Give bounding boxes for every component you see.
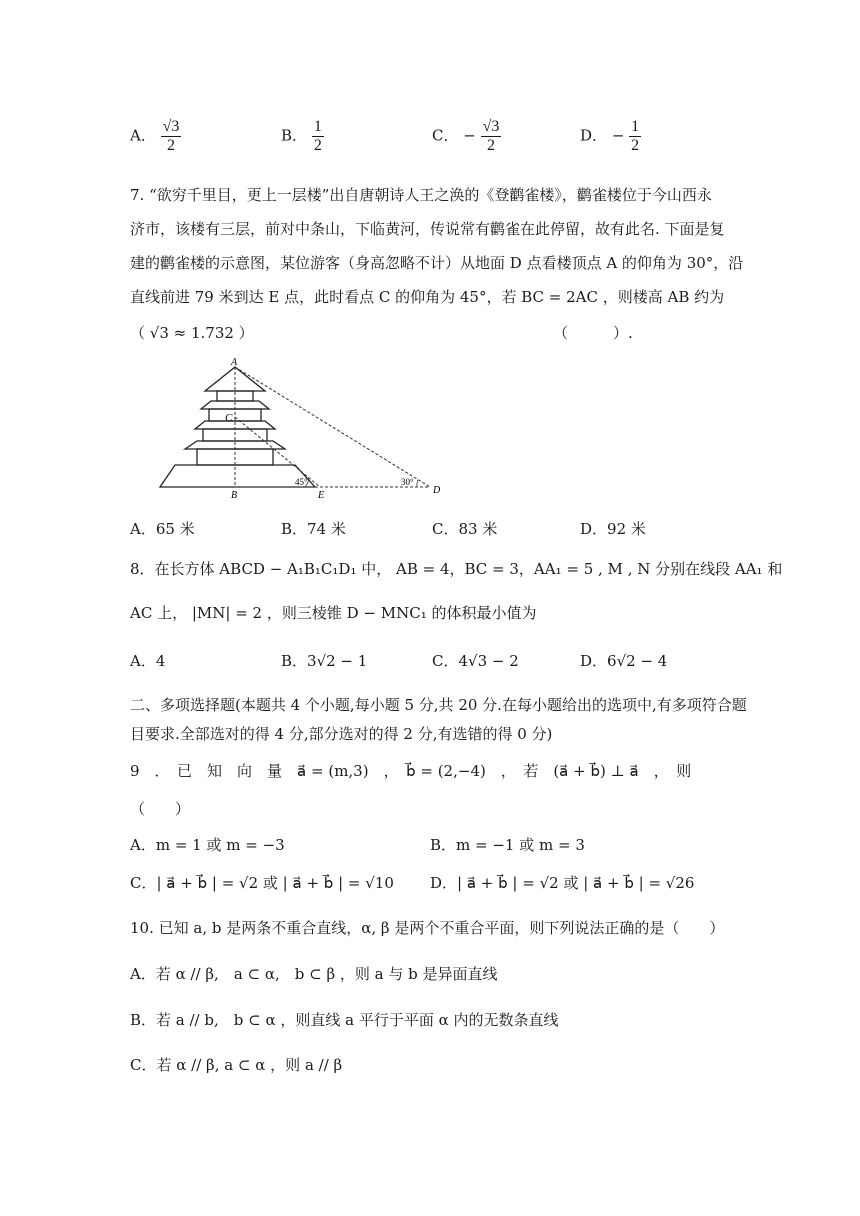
denominator: 2 bbox=[313, 137, 322, 154]
option-label: D． bbox=[580, 126, 608, 145]
q7-option-b: B．74 米 bbox=[281, 520, 346, 538]
label-e: E bbox=[318, 490, 325, 500]
denominator: 2 bbox=[487, 137, 496, 154]
label-angle-30: 30° bbox=[401, 477, 414, 487]
q7-line-4: 直线前进 79 米到达 E 点，此时看点 C 的仰角为 45°，若 BC = 2AC ，则楼高 AB 约为 bbox=[130, 288, 725, 306]
numerator: √3 bbox=[482, 118, 500, 135]
tower-diagram bbox=[155, 355, 455, 500]
section-2-heading-line-2: 目要求.全部选对的得 4 分,部分选对的得 2 分,有选错的得 0 分) bbox=[130, 725, 553, 743]
q6-option-a bbox=[130, 118, 181, 155]
fraction bbox=[629, 118, 641, 155]
q7-option-a: A．65 米 bbox=[130, 520, 195, 538]
numerator: √3 bbox=[162, 118, 180, 135]
label-a: A bbox=[231, 357, 238, 368]
numerator: 1 bbox=[631, 118, 640, 135]
section-2-heading-line-1: 二、多项选择题(本题共 4 个小题,每小题 5 分,共 20 分.在每小题给出的选项中,有多项符合题 bbox=[130, 696, 747, 714]
minus-sign: − bbox=[463, 126, 476, 145]
q9-option-c: C．| a⃗ + b⃗ | = √2 或 | a⃗ + b⃗ | = √10 bbox=[130, 874, 394, 892]
denominator: 2 bbox=[631, 137, 640, 154]
option-label: A． bbox=[130, 126, 156, 145]
q9-option-b: B．m = −1 或 m = 3 bbox=[430, 836, 585, 854]
minus-sign: − bbox=[611, 126, 625, 145]
q10-stem: 10. 已知 a, b 是两条不重合直线，α, β 是两个不重合平面，则下列说法正确的是（ ） bbox=[130, 919, 725, 937]
q8-line-2: AC 上， |MN| = 2 ，则三棱锥 D − MNC₁ 的体积最小值为 bbox=[130, 604, 537, 622]
numerator: 1 bbox=[313, 118, 322, 135]
q9-line-1: 9 ． 已 知 向 量 a⃗ = (m,3) ， b⃗ = (2,−4) ， 若 (a⃗ + b⃗) ⊥ a⃗ ， 则 bbox=[130, 762, 692, 780]
q10-option-a: A．若 α // β, a ⊂ α, b ⊂ β ，则 a 与 b 是异面直线 bbox=[130, 965, 498, 983]
q6-option-c bbox=[432, 118, 501, 155]
fraction bbox=[481, 118, 502, 155]
q9-option-d: D．| a⃗ + b⃗ | = √2 或 | a⃗ + b⃗ | = √26 bbox=[430, 874, 695, 892]
label-angle-45: 45° bbox=[295, 477, 308, 487]
fraction bbox=[161, 118, 182, 155]
label-c: C bbox=[225, 412, 233, 424]
label-d: D bbox=[433, 485, 441, 496]
fraction bbox=[312, 118, 324, 155]
tower-base bbox=[160, 465, 315, 487]
q7-line-2: 济市，该楼有三层，前对中条山，下临黄河，传说常有鹳雀在此停留，故有此名. 下面是复 bbox=[130, 220, 725, 238]
option-label: C． bbox=[432, 126, 459, 145]
q9-option-a: A．m = 1 或 m = −3 bbox=[130, 836, 285, 854]
q7-line-5: （ √3 ≈ 1.732 ） bbox=[130, 324, 254, 342]
q8-option-c: C．4√3 − 2 bbox=[432, 652, 519, 670]
q8-option-a: A．4 bbox=[130, 652, 166, 670]
q7-answer-paren: （ ）. bbox=[553, 324, 633, 342]
line-ad bbox=[235, 367, 430, 487]
q8-option-d: D．6√2 − 4 bbox=[580, 652, 668, 670]
q8-line-1: 8．在长方体 ABCD − A₁B₁C₁D₁ 中， AB = 4，BC = 3，AA₁ = 5 , M , N 分别在线段 AA₁ 和 bbox=[130, 560, 783, 578]
q6-option-b bbox=[281, 118, 324, 155]
q10-option-c: C．若 α // β, a ⊂ α ，则 a // β bbox=[130, 1056, 343, 1074]
q8-option-b: B．3√2 − 1 bbox=[281, 652, 368, 670]
q9-line-2: （ ） bbox=[130, 800, 191, 818]
q7-option-c: C．83 米 bbox=[432, 520, 498, 538]
label-b: B bbox=[231, 490, 238, 500]
q7-line-3: 建的鹳雀楼的示意图，某位游客（身高忽略不计）从地面 D 点看楼顶点 A 的仰角为 30°，沿 bbox=[130, 254, 744, 272]
denominator: 2 bbox=[167, 137, 176, 154]
q6-option-d bbox=[580, 118, 641, 155]
q7-option-d: D．92 米 bbox=[580, 520, 646, 538]
angle-30-arc bbox=[417, 480, 418, 487]
q10-option-b: B．若 a // b, b ⊂ α ，则直线 a 平行于平面 α 内的无数条直线 bbox=[130, 1011, 559, 1029]
option-label: B． bbox=[281, 126, 308, 145]
q7-line-1: 7. “欲穷千里目，更上一层楼”出自唐朝诗人王之涣的《登鹳雀楼》，鹳雀楼位于今山西永 bbox=[130, 186, 712, 204]
tower-diagram-svg bbox=[155, 355, 455, 500]
